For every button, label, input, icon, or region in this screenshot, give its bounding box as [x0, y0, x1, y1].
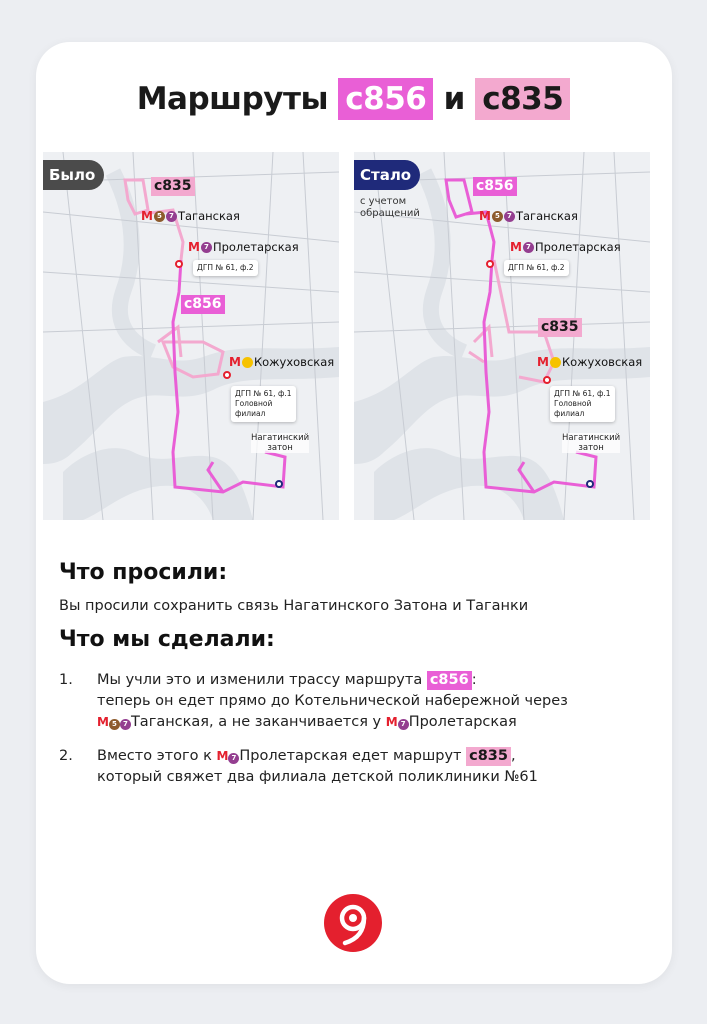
- map-after: [354, 152, 650, 520]
- map-after-clinic-1: [550, 386, 615, 422]
- zaton-line: Нагатинский: [251, 433, 310, 443]
- map-before-canvas: [43, 152, 339, 520]
- metro-logo-icon: М: [385, 715, 398, 729]
- map-before-route-856-label: с856: [181, 295, 225, 314]
- line-7-icon: 7: [504, 211, 515, 222]
- text-fragment: :: [471, 672, 477, 688]
- map-after-route-856-label: с856: [473, 177, 517, 196]
- item-text: [97, 670, 568, 733]
- done-item-1: [59, 670, 659, 736]
- moscow-transport-9-logo-icon: [323, 893, 383, 953]
- zaton-line: затон: [578, 443, 604, 453]
- map-after-note: [360, 196, 420, 220]
- inline-route-835: с835: [466, 747, 511, 766]
- page-title: [0, 78, 707, 120]
- inline-route-856: с856: [427, 671, 472, 690]
- metro-logo-icon: М: [510, 240, 522, 254]
- map-after-station-kozhukhovskaya: [537, 355, 642, 369]
- map-before-route-835-label: с835: [151, 177, 195, 196]
- station-label: Кожуховская: [561, 355, 643, 369]
- map-before-station-kozhukhovskaya: [229, 355, 334, 369]
- item-text: [97, 746, 538, 788]
- line-5-icon: 5: [109, 719, 120, 730]
- item-number: 2.: [59, 748, 73, 764]
- station-label: Кожуховская: [253, 355, 335, 369]
- map-before-clinic-2: ДГП № 61, ф.2: [193, 260, 258, 276]
- line-7-icon: 7: [228, 753, 239, 764]
- badge-before: Было: [43, 160, 104, 190]
- clinic-1-line: филиал: [554, 409, 585, 418]
- zaton-line: затон: [267, 443, 293, 453]
- map-before-clinic-1: [231, 386, 296, 422]
- map-before: [43, 152, 339, 520]
- text-fragment: Вместо этого к: [97, 748, 217, 764]
- item-1-line-2: теперь он едет прямо до Котельнической набережной через: [97, 693, 568, 709]
- item-2-line-2: который свяжет два филиала детской поликлиники №61: [97, 769, 538, 785]
- text-fragment: Таганская, а не заканчивается у: [130, 714, 386, 730]
- asked-text: Вы просили сохранить связь Нагатинского Затона и Таганки: [59, 598, 529, 614]
- station-label: Таганская: [177, 209, 240, 223]
- map-after-route-835-label: с835: [538, 318, 582, 337]
- line-7-icon: 7: [201, 242, 212, 253]
- badge-after: Стало: [354, 160, 420, 190]
- zaton-line: Нагатинский: [562, 433, 621, 443]
- clinic-1-line: филиал: [235, 409, 266, 418]
- metro-logo-icon: М: [537, 355, 549, 369]
- title-prefix: Маршруты: [136, 81, 328, 117]
- metro-logo-icon: М: [216, 749, 229, 763]
- metro-logo-icon: М: [479, 209, 491, 223]
- clinic-1-line: ДГП № 61, ф.1: [554, 389, 611, 398]
- map-after-station-proletarskaya: [510, 240, 621, 254]
- clinic-1-line: Головной: [554, 399, 592, 408]
- metro-logo-icon: М: [97, 715, 109, 729]
- line-7-icon: 7: [166, 211, 177, 222]
- map-before-zaton: [251, 433, 309, 453]
- text-fragment: Пролетарская: [408, 714, 517, 730]
- map-after-station-taganskaya: [479, 209, 578, 223]
- line-7-icon: 7: [120, 719, 131, 730]
- line-5-icon: 5: [492, 211, 503, 222]
- station-label: Таганская: [515, 209, 578, 223]
- title-route-835: с835: [475, 78, 570, 120]
- title-route-856: с856: [338, 78, 433, 120]
- map-after-zaton: [562, 433, 620, 453]
- line-7-icon: 7: [523, 242, 534, 253]
- text-fragment: Пролетарская едет маршрут: [239, 748, 467, 764]
- clinic-1-line: ДГП № 61, ф.1: [235, 389, 292, 398]
- note-line: с учетом: [360, 196, 407, 207]
- item-1-line-1: [97, 670, 568, 691]
- map-after-clinic-2: ДГП № 61, ф.2: [504, 260, 569, 276]
- done-heading: Что мы сделали:: [59, 627, 275, 652]
- done-item-2: [59, 746, 659, 790]
- station-label: Пролетарская: [212, 240, 299, 254]
- text-fragment: ,: [511, 748, 516, 764]
- text-fragment: Мы учли это и изменили трассу маршрута: [97, 672, 427, 688]
- asked-heading: Что просили:: [59, 560, 228, 585]
- item-1-line-3: [97, 712, 568, 733]
- item-2-line-1: [97, 746, 538, 767]
- title-joiner: и: [443, 81, 465, 117]
- line-yellow-icon: [242, 357, 253, 368]
- map-before-station-proletarskaya: [188, 240, 299, 254]
- line-7-icon: 7: [398, 719, 409, 730]
- metro-logo-icon: М: [188, 240, 200, 254]
- station-label: Пролетарская: [534, 240, 621, 254]
- map-before-station-taganskaya: [141, 209, 240, 223]
- note-line: обращений: [360, 208, 420, 219]
- metro-logo-icon: М: [141, 209, 153, 223]
- clinic-1-line: Головной: [235, 399, 273, 408]
- line-yellow-icon: [550, 357, 561, 368]
- item-number: 1.: [59, 672, 73, 688]
- line-5-icon: 5: [154, 211, 165, 222]
- metro-logo-icon: М: [229, 355, 241, 369]
